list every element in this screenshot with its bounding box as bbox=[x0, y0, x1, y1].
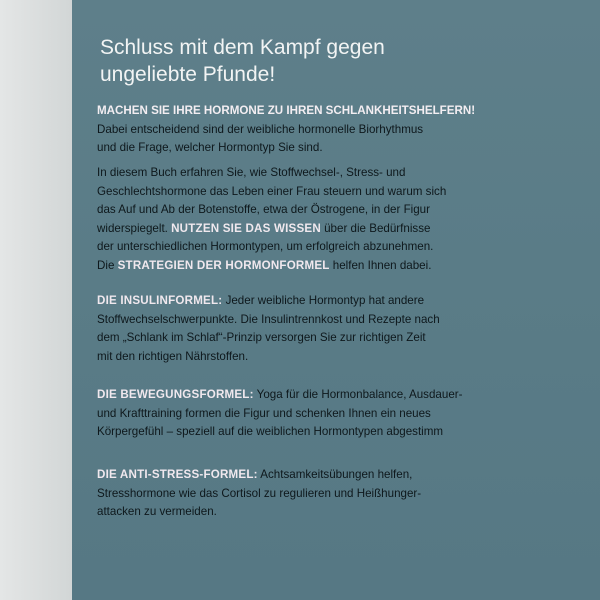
page-left-edge bbox=[0, 0, 72, 600]
insulin-line-1-text: Jeder weibliche Hormontyp hat andere bbox=[222, 294, 425, 307]
antistress-line-2: Stresshormone wie das Cortisol zu regulieren und Heißhunger- bbox=[97, 486, 422, 500]
bewegung-line-2: und Krafttraining formen die Figur und schenken Ihnen ein neues bbox=[97, 406, 431, 420]
intro-heading: MACHEN SIE IHRE HORMONE ZU IHREN SCHLANKHEITSHELFERN! bbox=[97, 104, 476, 117]
body-line-2: Geschlechtshormone das Leben einer Frau steuern und warum sich bbox=[97, 184, 447, 198]
highlight-nutzen: NUTZEN SIE DAS WISSEN bbox=[171, 221, 321, 235]
body-line-3: das Auf und Ab der Botenstoffe, etwa der Östrogene, in der Figur bbox=[97, 203, 430, 217]
insulin-line-2: Stoffwechselschwerpunkte. Die Insulintrennkost und Rezepte nach bbox=[97, 312, 440, 326]
headline-line-1: Schluss mit dem Kampf gegen bbox=[100, 36, 385, 59]
intro-paragraph bbox=[97, 102, 597, 158]
antistress-line-3: attacken zu vermeiden. bbox=[97, 505, 217, 519]
highlight-strategien: STRATEGIEN DER HORMONFORMEL bbox=[117, 258, 330, 272]
body-line-6-pre: Die bbox=[97, 258, 118, 272]
insulin-line-3: dem „Schlank im Schlaf“-Prinzip versorgen Sie zur richtigen Zeit bbox=[97, 331, 426, 345]
book-back-cover bbox=[72, 0, 600, 600]
body-line-5: der unterschiedlichen Hormontypen, um erfolgreich abzunehmen. bbox=[97, 240, 434, 254]
headline bbox=[100, 34, 570, 88]
antistress-line-1 bbox=[97, 466, 597, 485]
antistress-line-1-text: Achtsamkeitsübungen helfen, bbox=[257, 468, 413, 481]
intro-line-2: und die Frage, welcher Hormontyp Sie sind. bbox=[97, 141, 323, 155]
body-paragraph bbox=[97, 164, 597, 276]
body-line-4-pre: widerspiegelt. bbox=[97, 221, 172, 235]
insulin-heading: DIE INSULINFORMEL: bbox=[97, 294, 223, 307]
intro-line-1: Dabei entscheidend sind der weibliche hormonelle Biorhythmus bbox=[97, 122, 424, 136]
bewegung-line-1-text: Yoga für die Hormonbalance, Ausdauer- bbox=[253, 388, 463, 401]
body-line-6 bbox=[97, 257, 597, 276]
antistress-heading: DIE ANTI-STRESS-FORMEL: bbox=[97, 468, 258, 481]
insulin-line-1 bbox=[97, 292, 597, 311]
bewegung-line-3: Körpergefühl – speziell auf die weiblichen Hormontypen abgestimm bbox=[97, 425, 444, 439]
body-line-4 bbox=[97, 220, 597, 239]
antistress-paragraph bbox=[97, 466, 597, 522]
bewegung-heading: DIE BEWEGUNGSFORMEL: bbox=[97, 388, 254, 401]
insulin-paragraph bbox=[97, 292, 597, 366]
bewegung-paragraph bbox=[97, 386, 597, 442]
headline-line-2: ungeliebte Pfunde! bbox=[100, 63, 276, 86]
body-line-6-post: helfen Ihnen dabei. bbox=[329, 258, 432, 272]
body-line-1: In diesem Buch erfahren Sie, wie Stoffwechsel-, Stress- und bbox=[97, 166, 406, 179]
insulin-line-4: mit den richtigen Nährstoffen. bbox=[97, 349, 249, 363]
body-line-4-post: über die Bedürfnisse bbox=[320, 221, 431, 235]
bewegung-line-1 bbox=[97, 386, 597, 405]
